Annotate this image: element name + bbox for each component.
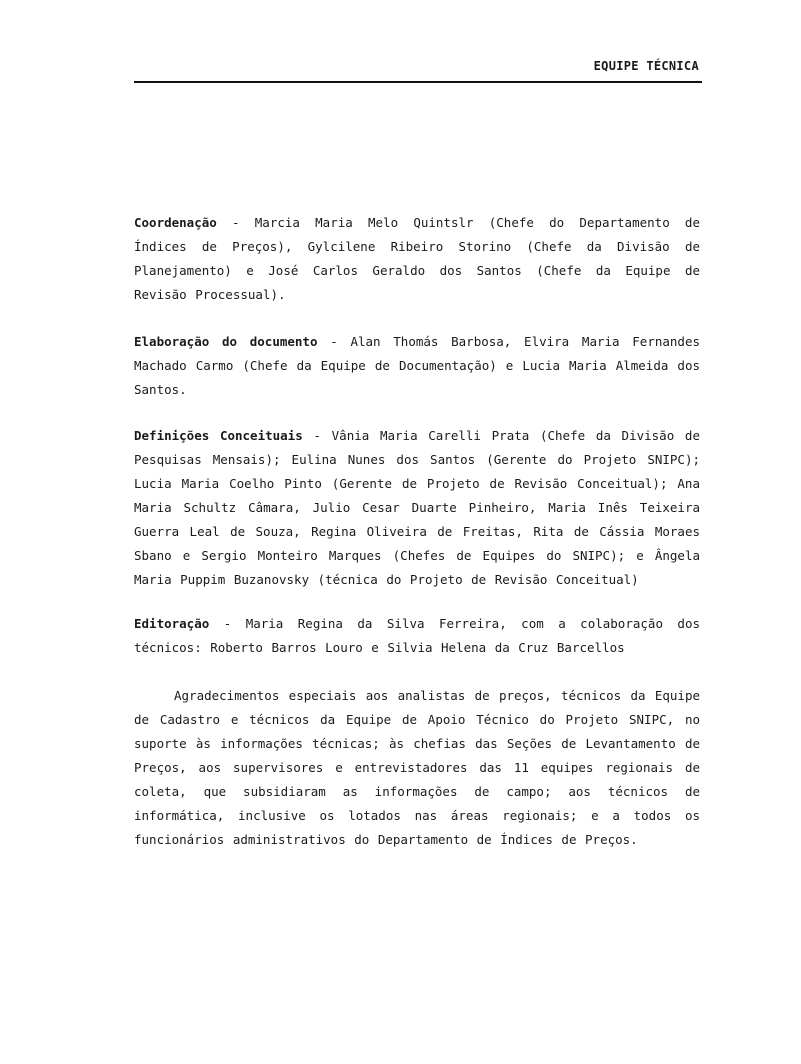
section-lead: Elaboração do documento	[134, 334, 318, 349]
page-title: EQUIPE TÉCNICA	[593, 59, 699, 73]
section-coordenacao	[134, 211, 700, 307]
section-text: - Vânia Maria Carelli Prata (Chefe da Divisão de Pesquisas Mensais); Eulina Nunes dos Santos (Gerente do Projeto SNIPC); Lucia Maria Coelho Pinto (Gerente de Projeto de Revisão Conceitual); Ana Maria Schultz Câmara, Julio Cesar Duarte Pinheiro, Maria Inês Teixeira Guerra Leal de Souza, Regina Oliveira de Freitas, Rita de Cássia Moraes Sbano e Sergio Monteiro Marques (Chefes de Equipes do SNIPC); e Ângela Maria Puppim Buzanovsky (técnica do Projeto de Revisão Conceitual)	[134, 428, 700, 587]
section-elaboracao	[134, 330, 700, 402]
section-text: - Alan Thomás Barbosa, Elvira Maria Fernandes Machado Carmo (Chefe da Equipe de Documentação) e Lucia Maria Almeida dos Santos.	[134, 334, 701, 397]
section-text: - Maria Regina da Silva Ferreira, com a colaboração dos técnicos: Roberto Barros Louro e Silvia Helena da Cruz Barcellos	[134, 616, 700, 655]
section-lead: Editoração	[134, 616, 210, 631]
section-editoracao	[134, 612, 700, 660]
header-divider	[134, 81, 702, 83]
section-definicoes	[134, 424, 700, 592]
section-lead: Definições Conceituais	[134, 428, 303, 443]
acknowledgements-paragraph: Agradecimentos especiais aos analistas de preços, técnicos da Equipe de Cadastro e técnicos da Equipe de Apoio Técnico do Projeto SNIPC, no suporte às informações técnicas; às chefias das Seções de Levantamento de Preços, aos supervisores e entrevistadores das 11 equipes regionais de coleta, que subsidiaram as informações de campo; aos técnicos de informática, inclusive os lotados nas áreas regionais; e a todos os funcionários administrativos do Departamento de Índices de Preços.	[134, 688, 700, 847]
section-lead: Coordenação	[134, 215, 217, 230]
section-text: - Marcia Maria Melo Quintslr (Chefe do Departamento de Índices de Preços), Gylcilene Ribeiro Storino (Chefe da Divisão de Planejamento) e José Carlos Geraldo dos Santos (Chefe da Equipe de Revisão Processual).	[134, 215, 700, 302]
